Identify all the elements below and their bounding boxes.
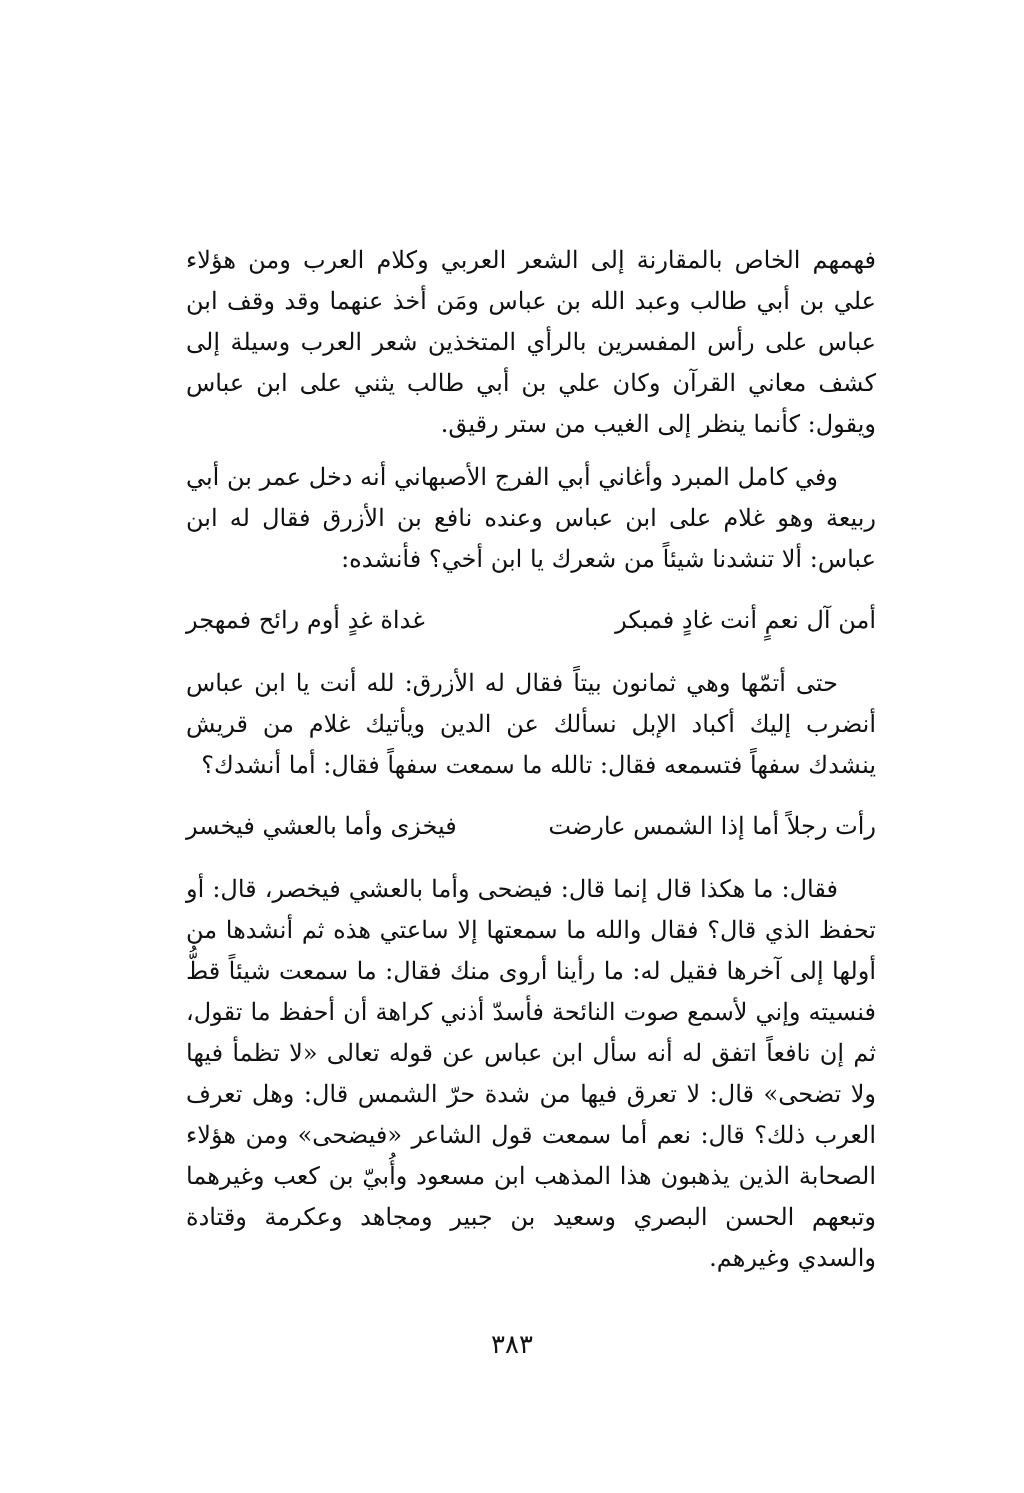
paragraph-3: حتى أتمّها وهي ثمانون بيتاً فقال له الأزرق: لله أنت يا ابن عباس أنضرب إليك أكباد الإبل نسألك عن الدين ويأتيك غلام من قريش ينشدك سفهاً فتسمعه فقال: تالله ما سمعت سفهاً فقال: أما أنشدك؟ [186,669,876,779]
verse-1-second-hemistich: غداة غدٍ أوم رائح فمهجر [186,606,425,634]
verse-2-first-hemistich: رأت رجلاً أما إذا الشمس عارضت [548,812,876,840]
verse-1-first-hemistich: أمن آل نعمٍ أنت غادٍ فمبكر [615,606,876,634]
verse-1 [186,600,876,641]
verse-2-second-hemistich: فيخزى وأما بالعشي فيخسر [186,812,457,840]
page-number: ٣٨٣ [491,1330,533,1360]
verse-2 [186,806,876,847]
body-text [186,240,876,1279]
paragraph-2: وفي كامل المبرد وأغاني أبي الفرج الأصبهاني أنه دخل عمر بن أبي ربيعة وهو غلام على ابن عباس وعنده نافع بن الأزرق فقال له ابن عباس: ألا تنشدنا شيئاً من شعرك يا ابن أخي؟ فأنشده: [186,463,876,573]
paragraph-1: فهمهم الخاص بالمقارنة إلى الشعر العربي وكلام العرب ومن هؤلاء علي بن أبي طالب وعبد الله بن عباس ومَن أخذ عنهما وقد وقف ابن عباس على رأس المفسرين بالرأي المتخذين شعر العرب وسيلة إلى كشف معاني القرآن وكان علي بن أبي طالب يثني على ابن عباس ويقول: كأنما ينظر إلى الغيب من ستر رقيق. [186,246,876,438]
paragraph-4: فقال: ما هكذا قال إنما قال: فيضحى وأما بالعشي فيخصر، قال: أو تحفظ الذي قال؟ فقال والله ما سمعتها إلا ساعتي هذه ثم أنشدها من أولها إلى آخرها فقيل له: ما رأينا أروى منك فقال: ما سمعت شيئاً قطُّ فنسيته وإني لأسمع صوت النائحة فأسدّ أذني كراهة أن أحفظ ما تقول، ثم إن نافعاً اتفق له أنه سأل ابن عباس عن قوله تعالى «لا تظمأ فيها ولا تضحى» قال: لا تعرق فيها من شدة حرّ الشمس قال: وهل تعرف العرب ذلك؟ قال: نعم أما سمعت قول الشاعر «فيضحى» ومن هؤلاء الصحابة الذين يذهبون هذا المذهب ابن مسعود وأُبيّ بن كعب وغيرهما وتبعهم الحسن البصري وسعيد بن جبير ومجاهد وعكرمة وقتادة والسدي وغيرهم. [186,875,877,1272]
